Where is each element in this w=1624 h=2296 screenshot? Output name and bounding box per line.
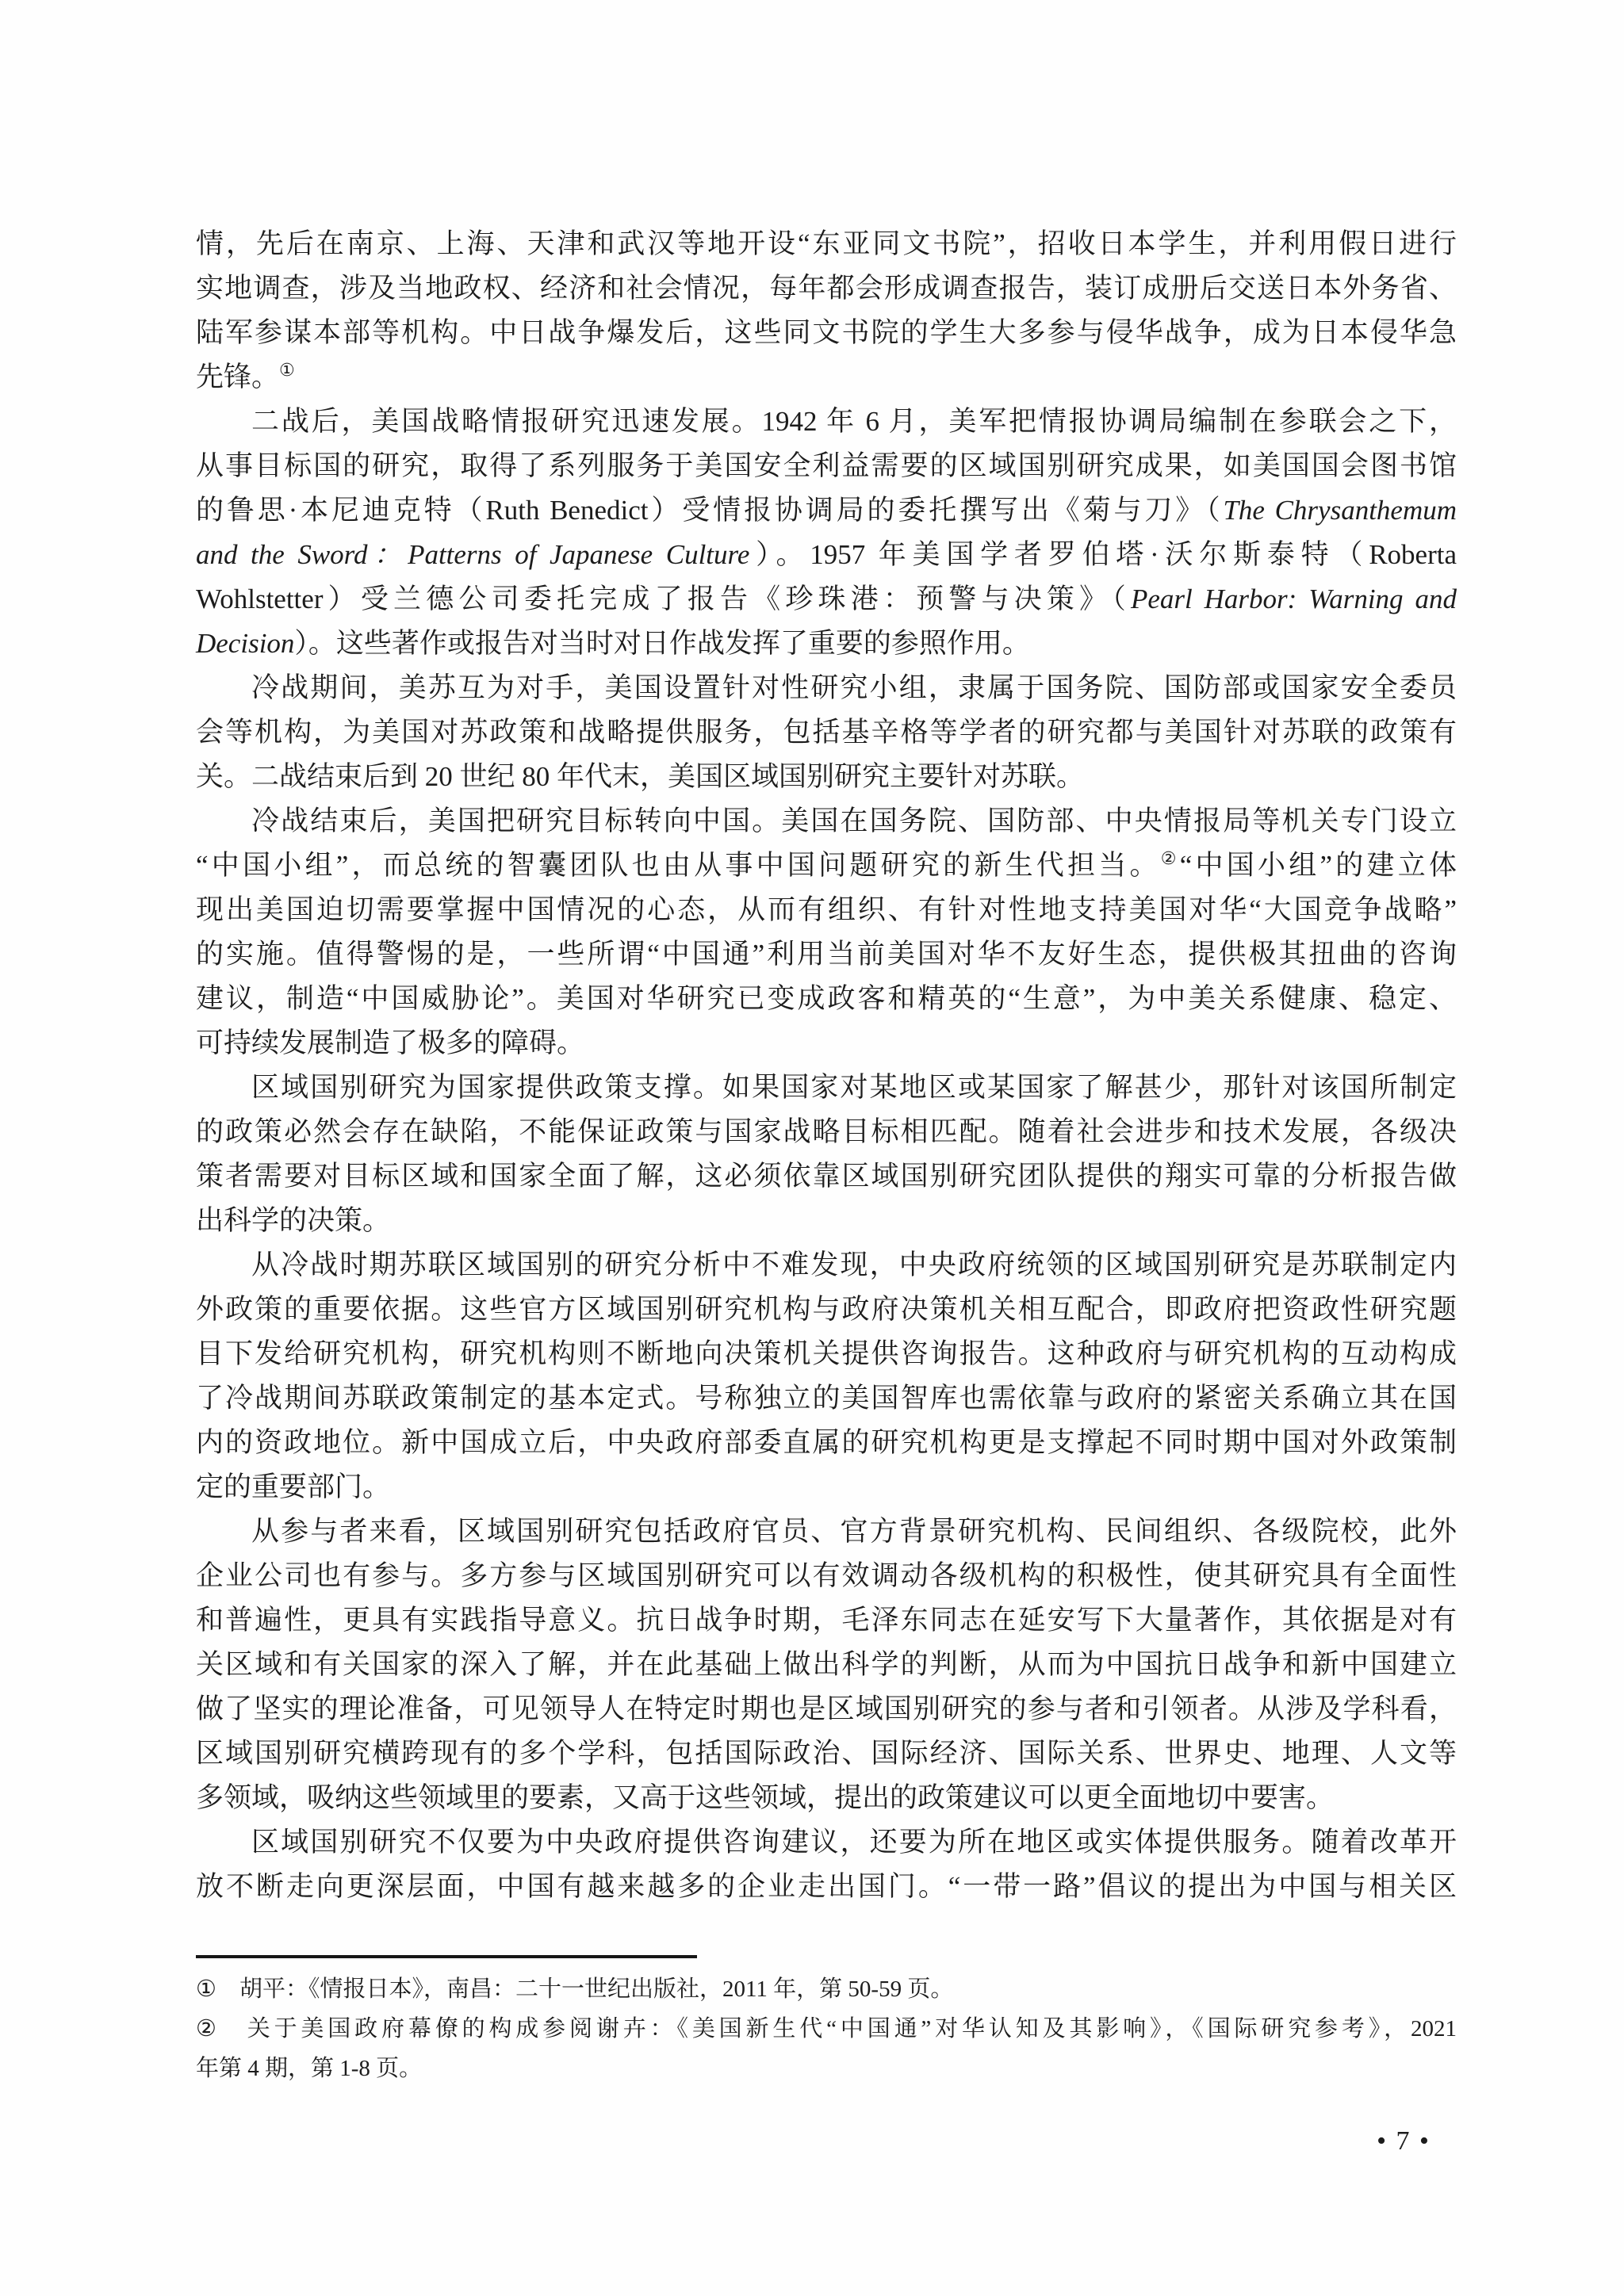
text-line: 二战后，美国战略情报研究迅速发展。1942 年 6 月，美军把情报协调局编制在参联会之下， xyxy=(251,406,1457,437)
text-line: 多领域，吸纳这些领域里的要素，又高于这些领域，提出的政策建议可以更全面地切中要害。 xyxy=(196,1782,1335,1813)
text-line: 陆军参谋本部等机构。中日战争爆发后，这些同文书院的学生大多参与侵华战争，成为日本侵华急 xyxy=(196,317,1457,348)
footnote-line: ① 胡平：《情报日本》，南昌：二十一世纪出版社，2011 年，第 50-59 页。 xyxy=(196,1976,954,2002)
footnote-line: ② 关于美国政府幕僚的构成参阅谢卉：《美国新生代“中国通”对华认知及其影响》，《国际研究参考》，2021 xyxy=(196,2016,1457,2042)
text-line: 出科学的决策。 xyxy=(196,1205,391,1236)
text-line: 区域国别研究横跨现有的多个学科，包括国际政治、国际经济、国际关系、世界史、地理、人文等 xyxy=(196,1738,1457,1769)
text-line: 区域国别研究为国家提供政策支撑。如果国家对某地区或某国家了解甚少，那针对该国所制定 xyxy=(251,1072,1457,1103)
text-line: 和普遍性，更具有实践指导意义。抗日战争时期，毛泽东同志在延安写下大量著作，其依据是对有 xyxy=(196,1605,1457,1636)
text-line: 会等机构，为美国对苏政策和战略提供服务，包括基辛格等学者的研究都与美国针对苏联的政策有 xyxy=(196,717,1457,748)
text-line: 从冷战时期苏联区域国别的研究分析中不难发现，中央政府统领的区域国别研究是苏联制定内 xyxy=(251,1249,1457,1280)
text-line: 的鲁思·本尼迪克特（Ruth Benedict）受情报协调局的委托撰写出《菊与刀》（The Chrysanthemum xyxy=(196,495,1457,526)
page-number: • 7 • xyxy=(1377,2126,1431,2156)
text-line: 关。二战结束后到 20 世纪 80 年代末，美国区域国别研究主要针对苏联。 xyxy=(196,761,1085,792)
text-line: Decision）。这些著作或报告对当时对日作战发挥了重要的参照作用。 xyxy=(196,628,1030,659)
text-line: 了冷战期间苏联政策制定的基本定式。号称独立的美国智库也需依靠与政府的紧密关系确立其在国 xyxy=(196,1383,1457,1414)
text-line: 关区域和有关国家的深入了解，并在此基础上做出科学的判断，从而为中国抗日战争和新中国建立 xyxy=(196,1649,1457,1680)
text-line: 冷战期间，美苏互为对手，美国设置针对性研究小组，隶属于国务院、国防部或国家安全委员 xyxy=(251,672,1457,703)
text-line: “中国小组”，而总统的智囊团队也由从事中国问题研究的新生代担当。②“中国小组”的建立体 xyxy=(196,848,1457,881)
text-line: and the Sword：Patterns of Japanese Culture）。1957 年美国学者罗伯塔·沃尔斯泰特（Roberta xyxy=(196,539,1457,570)
text-line: Wohlstetter）受兰德公司委托完成了报告《珍珠港：预警与决策》（Pearl Harbor: Warning and xyxy=(196,584,1457,614)
text-line: 外政策的重要依据。这些官方区域国别研究机构与政府决策机关相互配合，即政府把资政性研究题 xyxy=(196,1294,1457,1325)
text-line: 区域国别研究不仅要为中央政府提供咨询建议，还要为所在地区或实体提供服务。随着改革开 xyxy=(251,1827,1457,1858)
footnote-line: 年第 4 期，第 1-8 页。 xyxy=(196,2056,423,2081)
text-line: 的实施。值得警惕的是，一些所谓“中国通”利用当前美国对华不友好生态，提供极其扭曲的咨询 xyxy=(196,939,1457,970)
text-line: 的政策必然会存在缺陷，不能保证政策与国家战略目标相匹配。随着社会进步和技术发展，各级决 xyxy=(196,1116,1457,1147)
text-line: 实地调查，涉及当地政权、经济和社会情况，每年都会形成调查报告，装订成册后交送日本外务省、 xyxy=(196,273,1457,304)
text-line: 从参与者来看，区域国别研究包括政府官员、官方背景研究机构、民间组织、各级院校，此外 xyxy=(251,1516,1457,1547)
text-line: 定的重要部门。 xyxy=(196,1471,391,1502)
text-line: 企业公司也有参与。多方参与区域国别研究可以有效调动各级机构的积极性，使其研究具有全面性 xyxy=(196,1560,1457,1591)
body-text xyxy=(196,222,1457,1909)
text-line: 冷战结束后，美国把研究目标转向中国。美国在国务院、国防部、中央情报局等机关专门设立 xyxy=(251,806,1457,836)
text-line: 做了坚实的理论准备，可见领导人在特定时期也是区域国别研究的参与者和引领者。从涉及学科看， xyxy=(196,1693,1457,1724)
text-line: 现出美国迫切需要掌握中国情况的心态，从而有组织、有针对性地支持美国对华“大国竞争战略” xyxy=(196,894,1457,925)
text-line: 从事目标国的研究，取得了系列服务于美国安全利益需要的区域国别研究成果，如美国国会图书馆 xyxy=(196,450,1457,481)
footnotes xyxy=(196,1969,1457,2088)
footnote-separator xyxy=(196,1955,697,1958)
text-line: 可持续发展制造了极多的障碍。 xyxy=(196,1027,585,1058)
text-line: 放不断走向更深层面，中国有越来越多的企业走出国门。“一带一路”倡议的提出为中国与相关区 xyxy=(196,1871,1457,1902)
text-line: 目下发给研究机构，研究机构则不断地向决策机关提供咨询报告。这种政府与研究机构的互动构成 xyxy=(196,1338,1457,1369)
text-line: 情，先后在南京、上海、天津和武汉等地开设“东亚同文书院”，招收日本学生，并利用假日进行 xyxy=(196,228,1457,259)
footnote-marker: ① xyxy=(279,360,295,380)
text-line: 策者需要对目标区域和国家全面了解，这必须依靠区域国别研究团队提供的翔实可靠的分析报告做 xyxy=(196,1161,1457,1192)
text-line: 建议，制造“中国威胁论”。美国对华研究已变成政客和精英的“生意”，为中美关系健康、稳定、 xyxy=(196,983,1457,1014)
footnote-marker: ② xyxy=(1160,848,1180,868)
text-line: 内的资政地位。新中国成立后，中央政府部委直属的研究机构更是支撑起不同时期中国对外政策制 xyxy=(196,1427,1457,1458)
text-line: 先锋。① xyxy=(196,360,295,392)
